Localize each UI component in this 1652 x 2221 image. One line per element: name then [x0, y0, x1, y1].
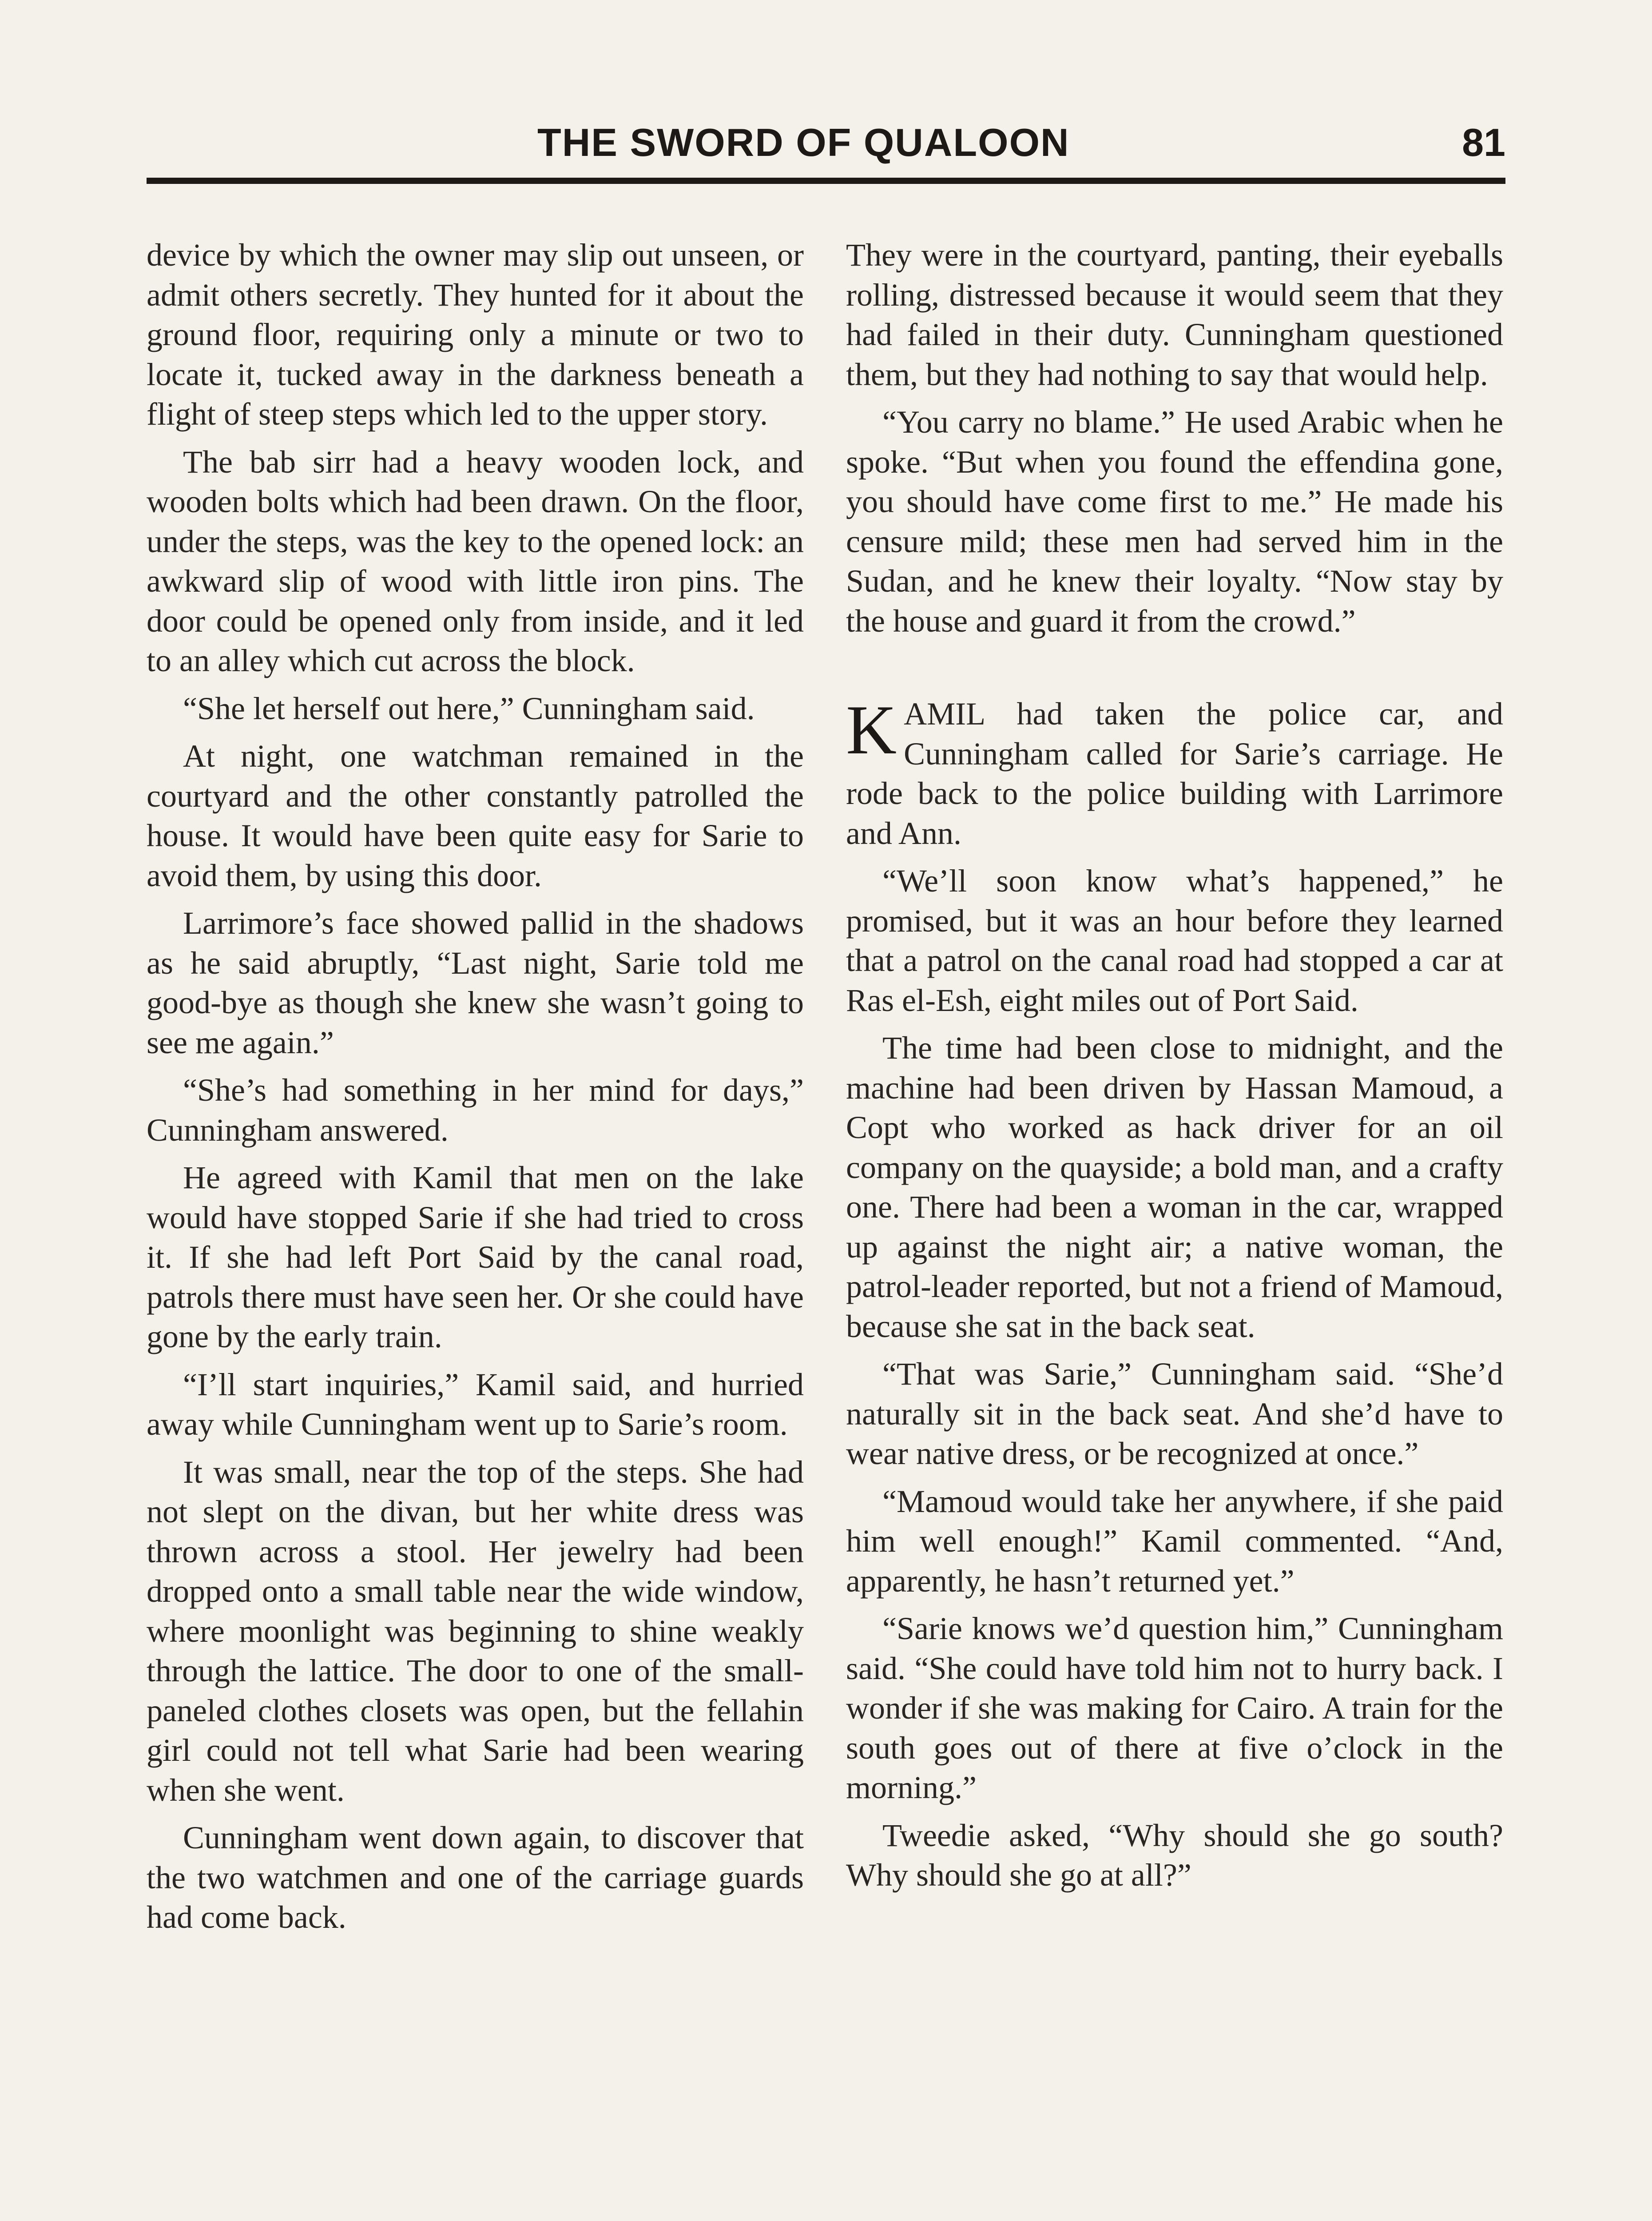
paragraph: “She’s had something in her mind for days,” Cunningham answered.: [147, 1072, 804, 1148]
paragraph: “Sarie knows we’d question him,” Cunningham said. “She could have told him not to hurry back. I wonder if she was making for Cairo. A train for the south goes out of there at five o’clock in the morning.”: [846, 1611, 1503, 1805]
paragraph: The time had been close to midnight, and the machine had been driven by Hassan Mamoud, a Copt who worked as hack driver for an oil company on the quayside; a bold man, and a crafty one. There had been a woman in the car, wrapped up against the night air; a native woman, the patrol-leader reported, but not a friend of Mamoud, because she sat in the back seat.: [846, 1030, 1503, 1344]
paragraph: He agreed with Kamil that men on the lake would have stopped Sarie if she had tried to cross it. If she had left Port Said by the canal road, patrols there must have seen her. Or she could have gone by the early train.: [147, 1160, 804, 1354]
paragraph: Cunningham went down again, to discover that the two watchmen and one of the carriage guards had come back.: [147, 1820, 804, 1935]
drop-cap: K: [846, 691, 897, 769]
running-header: [147, 120, 1505, 169]
paragraph: “You carry no blame.” He used Arabic when he spoke. “But when you found the effendina gone, you should have come first to me.” He made his censure mild; these men had served him in the Sudan, and he knew their loyalty. “Now stay by the house and guard it from the crowd.”: [846, 404, 1503, 639]
paragraph: At night, one watchman remained in the courtyard and the other constantly patrolled the house. It would have been quite easy for Sarie to avoid them, by using this door.: [147, 738, 804, 893]
page-number: 81: [1462, 120, 1505, 164]
paragraph-text: AMIL had taken the police car, and Cunningham called for Sarie’s carriage. He rode back to the police building with Larrimore and Ann.: [846, 696, 1503, 851]
paragraph: Tweedie asked, “Why should she go south? Why should she go at all?”: [846, 1817, 1503, 1893]
paragraph: “Mamoud would take her anywhere, if she paid him well enough!” Kamil commented. “And, apparently, he hasn’t returned yet.”: [846, 1483, 1503, 1599]
header-rule: [147, 178, 1505, 184]
page-title: THE SWORD OF QUALOON: [537, 120, 1070, 164]
section-opening: [846, 691, 1503, 853]
paragraph: device by which the owner may slip out unseen, or admit others secretly. They hunted for it about the ground floor, requiring only a minute or two to locate it, tucked away in the darkness beneath a flight of steep steps which led to the upper story.: [147, 237, 804, 432]
paragraph: “We’ll soon know what’s happened,” he promised, but it was an hour before they learned that a patrol on the canal road had stopped a car at Ras el-Esh, eight miles out of Port Said.: [846, 863, 1503, 1018]
paragraph: It was small, near the top of the steps. She had not slept on the divan, but her white dress was thrown across a stool. Her jewelry had been dropped onto a small table near the wide window, where moonlight was beginning to shine weakly through the lattice. The door to one of the small-paneled clothes closets was open, but the fellahin girl could not tell what Sarie had been wearing when she went.: [147, 1454, 804, 1808]
left-column: [147, 235, 804, 1946]
paragraph: “That was Sarie,” Cunningham said. “She’d naturally sit in the back seat. And she’d have to wear native dress, or be recognized at once.”: [846, 1356, 1503, 1471]
paragraph: “She let herself out here,” Cunningham said.: [183, 690, 755, 726]
paragraph: They were in the courtyard, panting, their eyeballs rolling, distressed because it would seem that they had failed in their duty. Cunningham questioned them, but they had nothing to say that would help.: [846, 237, 1503, 392]
right-column: [846, 235, 1503, 1903]
paragraph: The bab sirr had a heavy wooden lock, and wooden bolts which had been drawn. On the floor, under the steps, was the key to the opened lock: an awkward slip of wood with little iron pins. The door could be opened only from inside, and it led to an alley which cut across the block.: [147, 444, 804, 678]
paragraph: “I’ll start inquiries,” Kamil said, and hurried away while Cunningham went up to Sarie’s room.: [147, 1366, 804, 1442]
paragraph: Larrimore’s face showed pallid in the shadows as he said abruptly, “Last night, Sarie told me good-bye as though she knew she wasn’t going to see me again.”: [147, 905, 804, 1060]
